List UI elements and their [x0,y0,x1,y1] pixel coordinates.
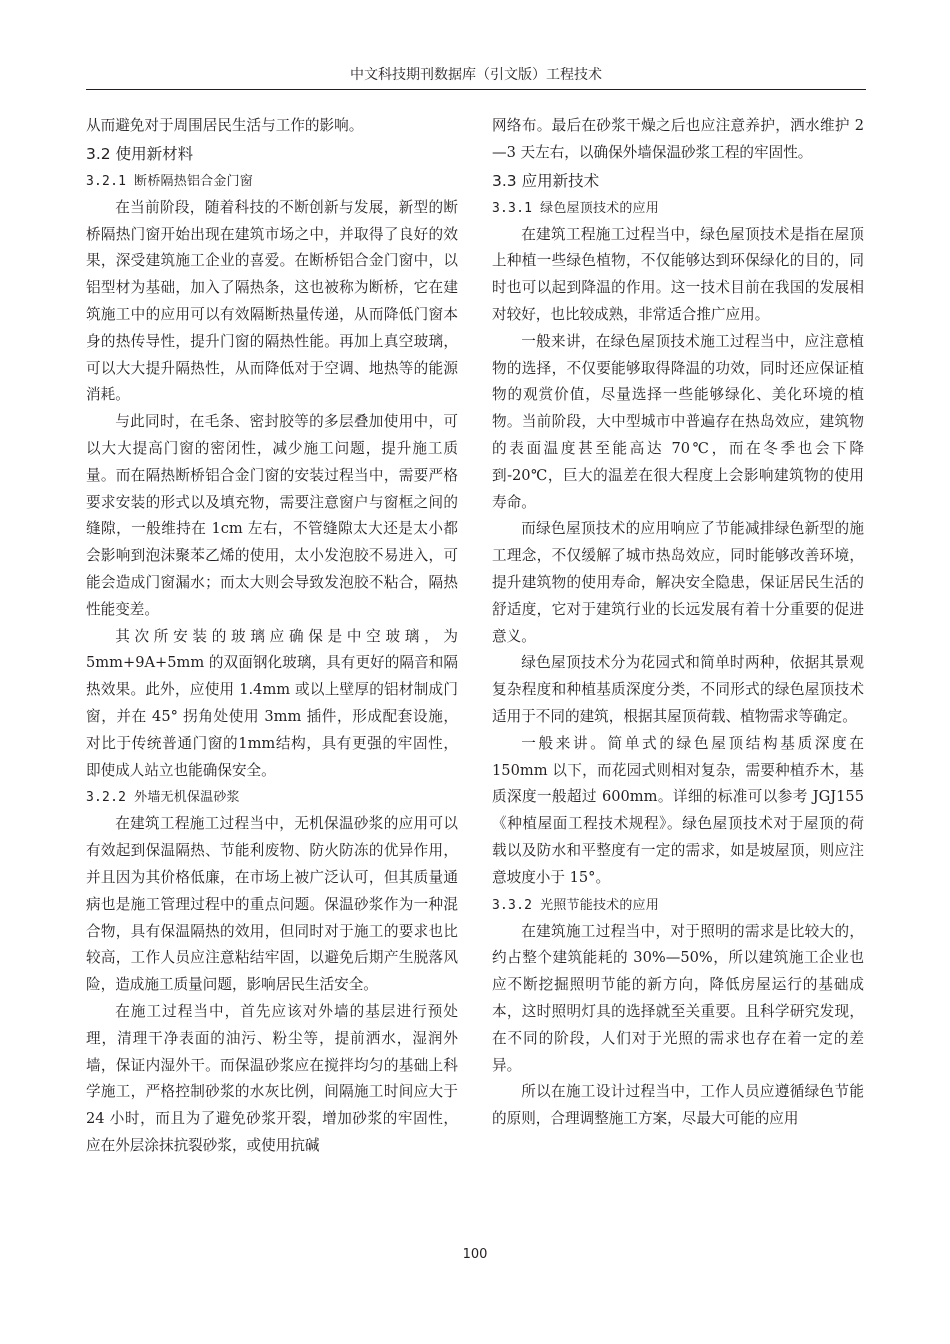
header-rule [86,89,866,90]
paragraph: 所以在施工设计过程当中，工作人员应遵循绿色节能的原则，合理调整施工方案，尽最大可能的应用 [492,1083,864,1128]
running-header: 中文科技期刊数据库（引文版）工程技术 [350,67,602,83]
left-column [86,113,458,1160]
paragraph: 其次所安装的玻璃应确保是中空玻璃，为5mm+9A+5mm 的双面钢化玻璃，具有更好的隔音和隔热效果。此外，应使用 1.4mm 或以上壁厚的铝材制成门窗，并在 45° 拐角处使用 3mm 插件，形成配套设施，对比于传统普通门窗的1mm结构，具有更强的牢固性，即使成人站立也能确保安全。 [86,627,458,779]
subsection-heading-3-2-2: 3.2.2 外墙无机保温砂浆 [86,790,240,806]
subsection-heading-3-3-1: 3.3.1 绿色屋顶技术的应用 [492,200,659,216]
paragraph: 一般来讲，在绿色屋顶技术施工过程当中，应注意植物的选择，不仅要能够取得降温的功效，同时还应保证植物的观赏价值，尽量选择一些能够绿化、美化环境的植物。当前阶段，大中型城市中普遍存在热岛效应，建筑物的表面温度甚至能高达 70℃，而在冬季也会下降到-20℃，巨大的温差在很大程度上会影响建筑物的使用寿命。 [492,332,864,511]
subsection-heading-3-3-2: 3.3.2 光照节能技术的应用 [492,897,659,913]
paragraph: 在建筑工程施工过程当中，无机保温砂浆的应用可以有效起到保温隔热、节能利废物、防火防冻的优异作用，并且因为其价格低廉，在市场上被广泛认可，但其质量通病也是施工管理过程中的重点问题。保温砂浆作为一种混合物，具有保温隔热的效用，但同时对于施工的要求也比较高，工作人员应注意粘结牢固，以避免后期产生脱落风险，造成施工质量问题，影响居民生活安全。 [86,815,458,994]
paragraph: 网络布。最后在砂浆干燥之后也应注意养护，洒水维护 2—3 天左右，以确保外墙保温砂浆工程的牢固性。 [492,117,864,161]
page-number: 100 [462,1247,488,1262]
paragraph: 绿色屋顶技术分为花园式和简单时两种，依据其景观复杂程度和种植基质深度分类，不同形式的绿色屋顶技术适用于不同的建筑，根据其屋顶荷载、植物需求等确定。 [492,654,864,725]
right-column [492,113,864,1133]
section-heading-3-2: 3.2 使用新材料 [86,144,194,163]
subsection-heading-3-2-1: 3.2.1 断桥隔热铝合金门窗 [86,173,253,189]
section-heading-3-3: 3.3 应用新技术 [492,171,600,190]
paragraph: 一般来讲。简单式的绿色屋顶结构基质深度在150mm 以下，而花园式则相对复杂，需要种植乔木，基质深度一般超过 600mm。详细的标准可以参考 JGJ155《种植屋面工程技术规程》。绿色屋顶技术对于屋顶的荷载以及防水和平整度有一定的需求，如是坡屋顶，则应注意坡度小于 15°。 [492,734,864,886]
paragraph: 在建筑工程施工过程当中，绿色屋顶技术是指在屋顶上种植一些绿色植物，不仅能够达到环保绿化的目的，同时也可以起到降温的作用。这一技术目前在我国的发展相对较好，也比较成熟，非常适合推广应用。 [492,225,864,323]
paragraph: 从而避免对于周围居民生活与工作的影响。 [86,117,364,134]
paragraph: 在施工过程当中，首先应该对外墙的基层进行预处理，清理干净表面的油污、粉尘等，提前洒水，湿润外墙，保证内湿外干。而保温砂浆应在搅拌均匀的基础上科学施工，严格控制砂浆的水灰比例，间隔施工时间应大于 24 小时，而且为了避免砂浆开裂，增加砂浆的牢固性，应在外层涂抹抗裂砂浆，或使用抗碱 [86,1002,458,1154]
paragraph: 与此同时，在毛条、密封胶等的多层叠加使用中，可以大大提高门窗的密闭性，减少施工问题，提升施工质量。而在隔热断桥铝合金门窗的安装过程当中，需要严格要求安装的形式以及填充物，需要注意窗户与窗框之间的缝隙，一般维持在 1cm 左右，不管缝隙太大还是太小都会影响到泡沫聚苯乙烯的使用，太小发泡胶不易进入，可能会造成门窗漏水；而太大则会导致发泡胶不粘合，隔热性能变差。 [86,413,458,618]
paragraph: 在建筑施工过程当中，对于照明的需求是比较大的，约占整个建筑能耗的 30%—50%，所以建筑施工企业也应不断挖掘照明节能的新方向，降低房屋运行的基础成本，这时照明灯具的选择就至关重要。且科学研究发现，在不同的阶段，人们对于光照的需求也存在着一定的差异。 [492,922,864,1074]
paragraph: 而绿色屋顶技术的应用响应了节能减排绿色新型的施工理念，不仅缓解了城市热岛效应，同时能够改善环境，提升建筑物的使用寿命，解决安全隐患，保证居民生活的舒适度，它对于建筑行业的长远发展有着十分重要的促进意义。 [492,520,864,645]
paragraph: 在当前阶段，随着科技的不断创新与发展，新型的断桥隔热门窗开始出现在建筑市场之中，并取得了良好的效果，深受建筑施工企业的喜爱。在断桥铝合金门窗中，以铝型材为基础，加入了隔热条，这也被称为断桥，它在建筑施工中的应用可以有效隔断热量传递，从而降低门窗本身的热传导性，提升门窗的隔热性能。再加上真空玻璃，可以大大提升隔热性，从而降低对于空调、地热等的能源消耗。 [86,198,458,404]
